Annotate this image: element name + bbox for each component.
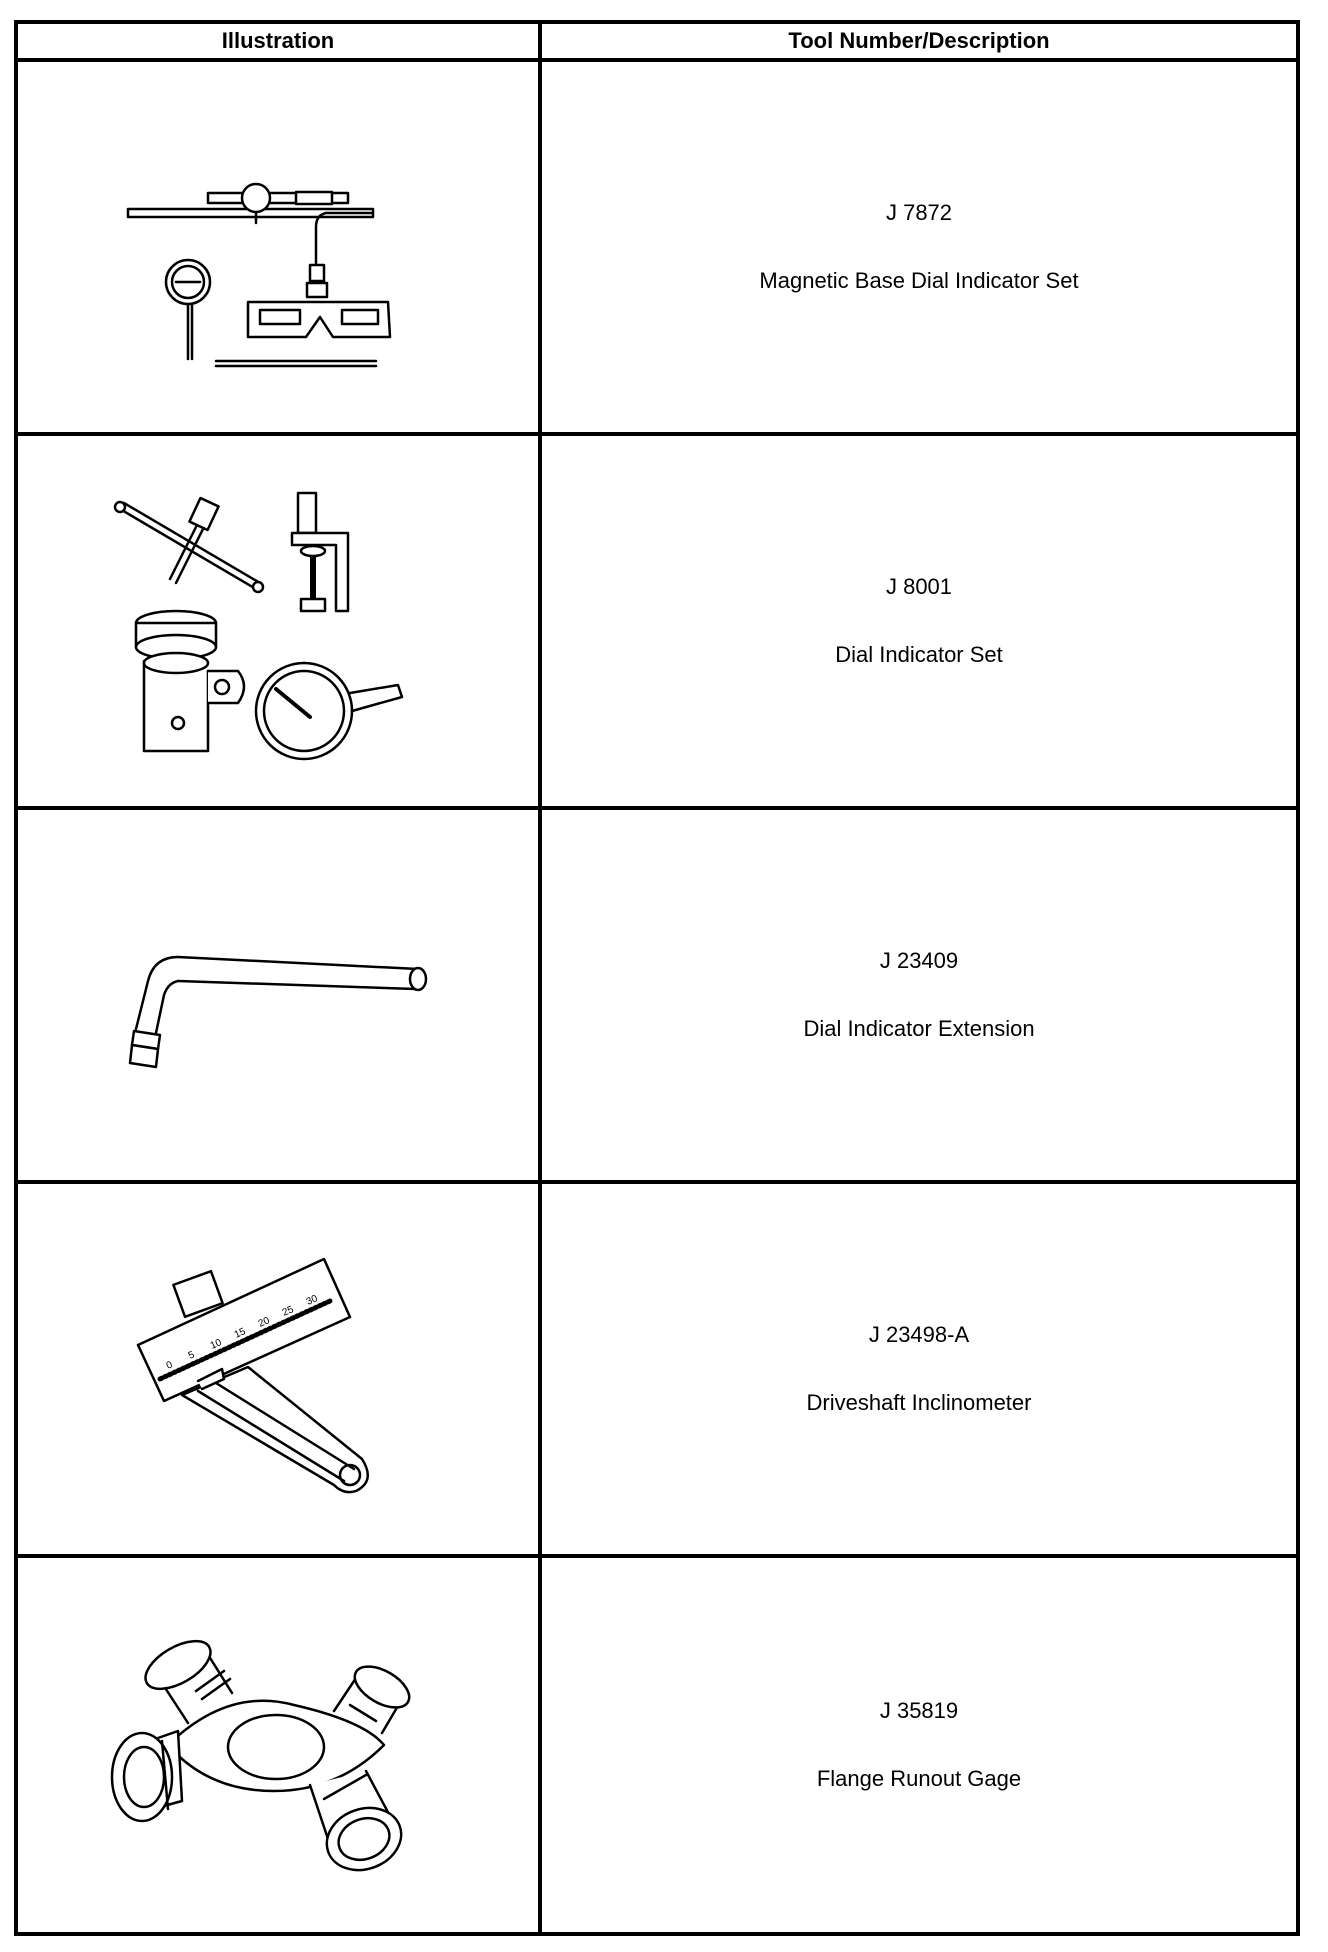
illustration-cell <box>18 810 542 1184</box>
scale-label: 20 <box>256 1315 272 1330</box>
illustration-cell <box>18 1558 542 1932</box>
dial-indicator-set-icon <box>98 471 458 771</box>
dial-indicator-extension-icon <box>98 845 458 1145</box>
header-tool-number-description: Tool Number/Description <box>542 24 1296 62</box>
tool-number: J 8001 <box>885 574 953 599</box>
illustration-cell <box>18 1184 542 1558</box>
tool-description-cell <box>542 1558 1296 1932</box>
scale-label: 30 <box>304 1293 320 1308</box>
tool-number: J 23498-A <box>868 1322 970 1347</box>
tool-description-cell <box>542 62 1296 436</box>
header-illustration: Illustration <box>18 24 542 62</box>
tool-description: Dial Indicator Set <box>835 642 1003 667</box>
illustration-cell <box>18 436 542 810</box>
scale-label: 15 <box>232 1326 248 1341</box>
scale-label: 10 <box>208 1337 224 1352</box>
scale-label: 0 <box>164 1359 175 1372</box>
tool-table <box>14 20 1300 1936</box>
scale-label: 25 <box>280 1304 296 1319</box>
tool-number: J 7872 <box>885 200 953 225</box>
scale-label: 5 <box>186 1349 197 1362</box>
tool-description: Flange Runout Gage <box>816 1766 1022 1791</box>
tool-description-cell <box>542 436 1296 810</box>
tool-number: J 35819 <box>879 1698 959 1723</box>
magnetic-base-dial-indicator-set-icon <box>98 97 458 397</box>
tool-description: Magnetic Base Dial Indicator Set <box>759 268 1079 293</box>
driveshaft-inclinometer-icon <box>98 1219 458 1519</box>
tool-description-cell <box>542 1184 1296 1558</box>
tool-description: Dial Indicator Extension <box>803 1016 1035 1041</box>
tool-description: Driveshaft Inclinometer <box>806 1390 1032 1415</box>
tool-description-cell <box>542 810 1296 1184</box>
flange-runout-gage-icon <box>98 1595 458 1895</box>
tool-number: J 23409 <box>879 948 959 973</box>
illustration-cell <box>18 62 542 436</box>
